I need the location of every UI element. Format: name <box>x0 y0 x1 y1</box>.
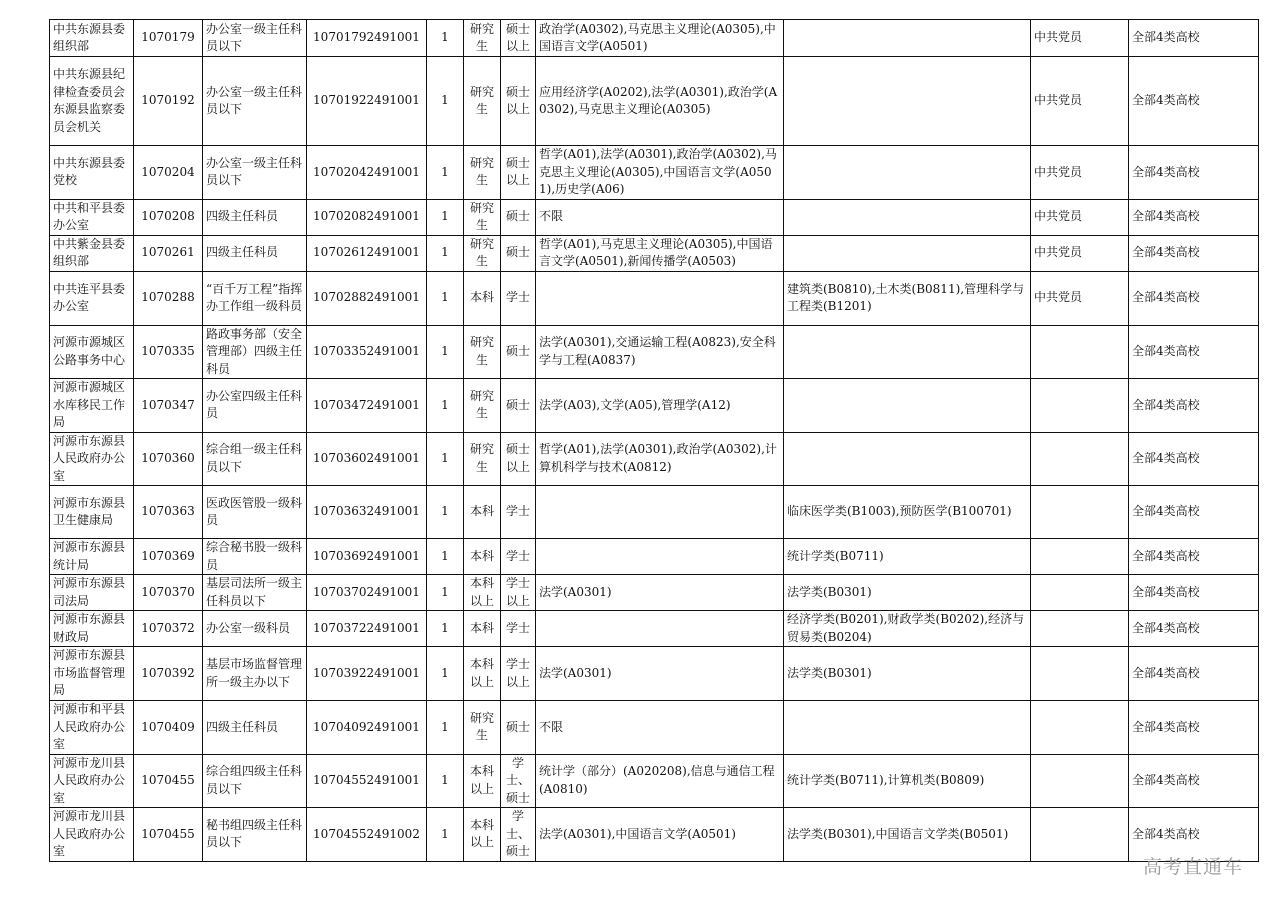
count-cell: 1 <box>427 325 464 379</box>
position-cell: 四级主任科员 <box>203 235 307 271</box>
unit-code-cell: 1070208 <box>134 199 203 235</box>
political-status-cell: 中共党员 <box>1031 199 1129 235</box>
degree-cell: 硕士 <box>501 379 536 433</box>
degree-cell: 硕士以上 <box>501 432 536 486</box>
school-type-cell: 全部4类高校 <box>1129 432 1259 486</box>
count-cell: 1 <box>427 271 464 325</box>
table-row <box>50 611 1259 647</box>
count-cell: 1 <box>427 235 464 271</box>
position-code-cell: 10703602491001 <box>307 432 427 486</box>
degree-cell: 硕士 <box>501 199 536 235</box>
degree-cell: 硕士以上 <box>501 146 536 200</box>
position-cell: 综合秘书股一级科员 <box>203 539 307 575</box>
graduate-major-cell: 哲学(A01),法学(A0301),政治学(A0302),马克思主义理论(A0305),中国语言文学(A0501),历史学(A06) <box>536 146 784 200</box>
education-cell: 本科 <box>464 611 501 647</box>
position-code-cell: 10702882491001 <box>307 271 427 325</box>
graduate-major-cell: 法学(A0301),中国语言文学(A0501) <box>536 808 784 862</box>
degree-cell: 学士 <box>501 271 536 325</box>
unit-code-cell: 1070179 <box>134 20 203 57</box>
table-row <box>50 647 1259 701</box>
undergraduate-major-cell <box>784 379 1031 433</box>
position-code-cell: 10703922491001 <box>307 647 427 701</box>
position-code-cell: 10703722491001 <box>307 611 427 647</box>
school-type-cell: 全部4类高校 <box>1129 57 1259 146</box>
count-cell: 1 <box>427 575 464 611</box>
graduate-major-cell: 政治学(A0302),马克思主义理论(A0305),中国语言文学(A0501) <box>536 20 784 57</box>
undergraduate-major-cell: 临床医学类(B1003),预防医学(B100701) <box>784 486 1031 539</box>
degree-cell: 硕士 <box>501 325 536 379</box>
job-listing-table <box>49 19 1259 862</box>
graduate-major-cell: 法学(A0301) <box>536 647 784 701</box>
political-status-cell: 中共党员 <box>1031 146 1129 200</box>
unit-code-cell: 1070204 <box>134 146 203 200</box>
position-cell: 四级主任科员 <box>203 199 307 235</box>
table-row <box>50 754 1259 808</box>
position-cell: 办公室一级科员 <box>203 611 307 647</box>
political-status-cell: 中共党员 <box>1031 271 1129 325</box>
unit-code-cell: 1070372 <box>134 611 203 647</box>
unit-cell: 中共连平县委办公室 <box>50 271 134 325</box>
table-body <box>50 20 1259 862</box>
position-code-cell: 10703702491001 <box>307 575 427 611</box>
education-cell: 本科以上 <box>464 575 501 611</box>
graduate-major-cell: 不限 <box>536 199 784 235</box>
table-row <box>50 575 1259 611</box>
count-cell: 1 <box>427 20 464 57</box>
table-row <box>50 432 1259 486</box>
graduate-major-cell: 不限 <box>536 701 784 755</box>
education-cell: 本科 <box>464 539 501 575</box>
table-row <box>50 146 1259 200</box>
school-type-cell: 全部4类高校 <box>1129 539 1259 575</box>
count-cell: 1 <box>427 611 464 647</box>
school-type-cell: 全部4类高校 <box>1129 486 1259 539</box>
school-type-cell: 全部4类高校 <box>1129 20 1259 57</box>
unit-cell: 河源市源城区水库移民工作局 <box>50 379 134 433</box>
count-cell: 1 <box>427 808 464 862</box>
political-status-cell: 中共党员 <box>1031 20 1129 57</box>
table-row <box>50 808 1259 862</box>
undergraduate-major-cell: 法学类(B0301) <box>784 575 1031 611</box>
unit-code-cell: 1070335 <box>134 325 203 379</box>
education-cell: 研究生 <box>464 701 501 755</box>
unit-cell: 河源市龙川县人民政府办公室 <box>50 808 134 862</box>
table-row <box>50 271 1259 325</box>
unit-cell: 河源市东源县卫生健康局 <box>50 486 134 539</box>
table-row <box>50 199 1259 235</box>
undergraduate-major-cell <box>784 57 1031 146</box>
undergraduate-major-cell <box>784 146 1031 200</box>
political-status-cell <box>1031 432 1129 486</box>
table-row <box>50 20 1259 57</box>
count-cell: 1 <box>427 539 464 575</box>
position-cell: 基层市场监督管理所一级主办以下 <box>203 647 307 701</box>
position-code-cell: 10702082491001 <box>307 199 427 235</box>
unit-code-cell: 1070392 <box>134 647 203 701</box>
undergraduate-major-cell <box>784 701 1031 755</box>
position-code-cell: 10702612491001 <box>307 235 427 271</box>
unit-cell: 中共紫金县委组织部 <box>50 235 134 271</box>
unit-cell: 中共东源县委组织部 <box>50 20 134 57</box>
table-row <box>50 539 1259 575</box>
position-cell: 办公室四级主任科员 <box>203 379 307 433</box>
unit-cell: 河源市东源县司法局 <box>50 575 134 611</box>
position-code-cell: 10704092491001 <box>307 701 427 755</box>
position-code-cell: 10703692491001 <box>307 539 427 575</box>
position-code-cell: 10704552491002 <box>307 808 427 862</box>
school-type-cell: 全部4类高校 <box>1129 701 1259 755</box>
table-row <box>50 235 1259 271</box>
education-cell: 本科 <box>464 486 501 539</box>
school-type-cell: 全部4类高校 <box>1129 611 1259 647</box>
graduate-major-cell <box>536 486 784 539</box>
school-type-cell: 全部4类高校 <box>1129 647 1259 701</box>
graduate-major-cell: 哲学(A01),马克思主义理论(A0305),中国语言文学(A0501),新闻传播学(A0503) <box>536 235 784 271</box>
political-status-cell <box>1031 379 1129 433</box>
unit-code-cell: 1070192 <box>134 57 203 146</box>
count-cell: 1 <box>427 432 464 486</box>
graduate-major-cell: 哲学(A01),法学(A0301),政治学(A0302),计算机科学与技术(A0812) <box>536 432 784 486</box>
graduate-major-cell: 法学(A0301),交通运输工程(A0823),安全科学与工程(A0837) <box>536 325 784 379</box>
graduate-major-cell: 应用经济学(A0202),法学(A0301),政治学(A0302),马克思主义理论(A0305) <box>536 57 784 146</box>
unit-code-cell: 1070370 <box>134 575 203 611</box>
undergraduate-major-cell: 统计学类(B0711),计算机类(B0809) <box>784 754 1031 808</box>
political-status-cell <box>1031 575 1129 611</box>
position-code-cell: 10703472491001 <box>307 379 427 433</box>
position-code-cell: 10704552491001 <box>307 754 427 808</box>
political-status-cell <box>1031 808 1129 862</box>
table-row <box>50 325 1259 379</box>
political-status-cell <box>1031 325 1129 379</box>
unit-cell: 中共东源县纪律检查委员会东源县监察委员会机关 <box>50 57 134 146</box>
unit-cell: 中共东源县委党校 <box>50 146 134 200</box>
education-cell: 研究生 <box>464 199 501 235</box>
unit-cell: 中共和平县委办公室 <box>50 199 134 235</box>
unit-cell: 河源市东源县人民政府办公室 <box>50 432 134 486</box>
undergraduate-major-cell <box>784 20 1031 57</box>
graduate-major-cell: 统计学（部分）(A020208),信息与通信工程(A0810) <box>536 754 784 808</box>
school-type-cell: 全部4类高校 <box>1129 575 1259 611</box>
position-cell: “百千万工程”指挥办工作组一级科员 <box>203 271 307 325</box>
count-cell: 1 <box>427 146 464 200</box>
education-cell: 本科以上 <box>464 647 501 701</box>
position-cell: 办公室一级主任科员以下 <box>203 57 307 146</box>
school-type-cell: 全部4类高校 <box>1129 271 1259 325</box>
position-cell: 办公室一级主任科员以下 <box>203 20 307 57</box>
unit-cell: 河源市东源县市场监督管理局 <box>50 647 134 701</box>
school-type-cell: 全部4类高校 <box>1129 235 1259 271</box>
undergraduate-major-cell <box>784 199 1031 235</box>
degree-cell: 硕士以上 <box>501 20 536 57</box>
education-cell: 本科以上 <box>464 808 501 862</box>
count-cell: 1 <box>427 57 464 146</box>
school-type-cell: 全部4类高校 <box>1129 146 1259 200</box>
unit-code-cell: 1070261 <box>134 235 203 271</box>
table-row <box>50 701 1259 755</box>
undergraduate-major-cell <box>784 235 1031 271</box>
graduate-major-cell <box>536 271 784 325</box>
unit-code-cell: 1070455 <box>134 754 203 808</box>
position-cell: 医政医管股一级科员 <box>203 486 307 539</box>
degree-cell: 学士 <box>501 486 536 539</box>
political-status-cell <box>1031 754 1129 808</box>
political-status-cell: 中共党员 <box>1031 57 1129 146</box>
count-cell: 1 <box>427 701 464 755</box>
undergraduate-major-cell <box>784 325 1031 379</box>
unit-cell: 河源市源城区公路事务中心 <box>50 325 134 379</box>
political-status-cell <box>1031 611 1129 647</box>
education-cell: 研究生 <box>464 20 501 57</box>
degree-cell: 硕士 <box>501 235 536 271</box>
education-cell: 研究生 <box>464 432 501 486</box>
position-code-cell: 10702042491001 <box>307 146 427 200</box>
education-cell: 本科 <box>464 271 501 325</box>
unit-code-cell: 1070455 <box>134 808 203 862</box>
graduate-major-cell: 法学(A03),文学(A05),管理学(A12) <box>536 379 784 433</box>
political-status-cell <box>1031 647 1129 701</box>
undergraduate-major-cell: 统计学类(B0711) <box>784 539 1031 575</box>
education-cell: 研究生 <box>464 146 501 200</box>
school-type-cell: 全部4类高校 <box>1129 808 1259 862</box>
position-code-cell: 10701922491001 <box>307 57 427 146</box>
undergraduate-major-cell: 法学类(B0301),中国语言文学类(B0501) <box>784 808 1031 862</box>
school-type-cell: 全部4类高校 <box>1129 379 1259 433</box>
education-cell: 研究生 <box>464 325 501 379</box>
count-cell: 1 <box>427 379 464 433</box>
graduate-major-cell: 法学(A0301) <box>536 575 784 611</box>
undergraduate-major-cell: 经济学类(B0201),财政学类(B0202),经济与贸易类(B0204) <box>784 611 1031 647</box>
degree-cell: 学士 <box>501 611 536 647</box>
position-code-cell: 10703352491001 <box>307 325 427 379</box>
graduate-major-cell <box>536 611 784 647</box>
degree-cell: 硕士 <box>501 701 536 755</box>
unit-code-cell: 1070369 <box>134 539 203 575</box>
undergraduate-major-cell: 建筑类(B0810),土木类(B0811),管理科学与工程类(B1201) <box>784 271 1031 325</box>
table-row <box>50 379 1259 433</box>
count-cell: 1 <box>427 647 464 701</box>
degree-cell: 硕士以上 <box>501 57 536 146</box>
school-type-cell: 全部4类高校 <box>1129 325 1259 379</box>
undergraduate-major-cell: 法学类(B0301) <box>784 647 1031 701</box>
degree-cell: 学士、硕士 <box>501 808 536 862</box>
education-cell: 研究生 <box>464 235 501 271</box>
count-cell: 1 <box>427 199 464 235</box>
unit-cell: 河源市东源县统计局 <box>50 539 134 575</box>
unit-code-cell: 1070360 <box>134 432 203 486</box>
position-cell: 办公室一级主任科员以下 <box>203 146 307 200</box>
school-type-cell: 全部4类高校 <box>1129 754 1259 808</box>
education-cell: 研究生 <box>464 379 501 433</box>
unit-code-cell: 1070363 <box>134 486 203 539</box>
political-status-cell <box>1031 486 1129 539</box>
watermark-text: 高考直通车 <box>1143 856 1244 878</box>
unit-cell: 河源市东源县财政局 <box>50 611 134 647</box>
unit-code-cell: 1070409 <box>134 701 203 755</box>
unit-cell: 河源市龙川县人民政府办公室 <box>50 754 134 808</box>
school-type-cell: 全部4类高校 <box>1129 199 1259 235</box>
position-code-cell: 10703632491001 <box>307 486 427 539</box>
education-cell: 本科以上 <box>464 754 501 808</box>
degree-cell: 学士以上 <box>501 575 536 611</box>
position-cell: 综合组四级主任科员以下 <box>203 754 307 808</box>
unit-code-cell: 1070347 <box>134 379 203 433</box>
unit-code-cell: 1070288 <box>134 271 203 325</box>
position-code-cell: 10701792491001 <box>307 20 427 57</box>
position-cell: 基层司法所一级主任科员以下 <box>203 575 307 611</box>
degree-cell: 学士 <box>501 539 536 575</box>
position-cell: 四级主任科员 <box>203 701 307 755</box>
unit-cell: 河源市和平县人民政府办公室 <box>50 701 134 755</box>
table-row <box>50 486 1259 539</box>
education-cell: 研究生 <box>464 57 501 146</box>
graduate-major-cell <box>536 539 784 575</box>
count-cell: 1 <box>427 754 464 808</box>
political-status-cell <box>1031 539 1129 575</box>
position-cell: 秘书组四级主任科员以下 <box>203 808 307 862</box>
position-cell: 路政事务部（安全管理部）四级主任科员 <box>203 325 307 379</box>
undergraduate-major-cell <box>784 432 1031 486</box>
political-status-cell <box>1031 701 1129 755</box>
table-row <box>50 57 1259 146</box>
degree-cell: 学士以上 <box>501 647 536 701</box>
political-status-cell: 中共党员 <box>1031 235 1129 271</box>
position-cell: 综合组一级主任科员以下 <box>203 432 307 486</box>
count-cell: 1 <box>427 486 464 539</box>
degree-cell: 学士、硕士 <box>501 754 536 808</box>
